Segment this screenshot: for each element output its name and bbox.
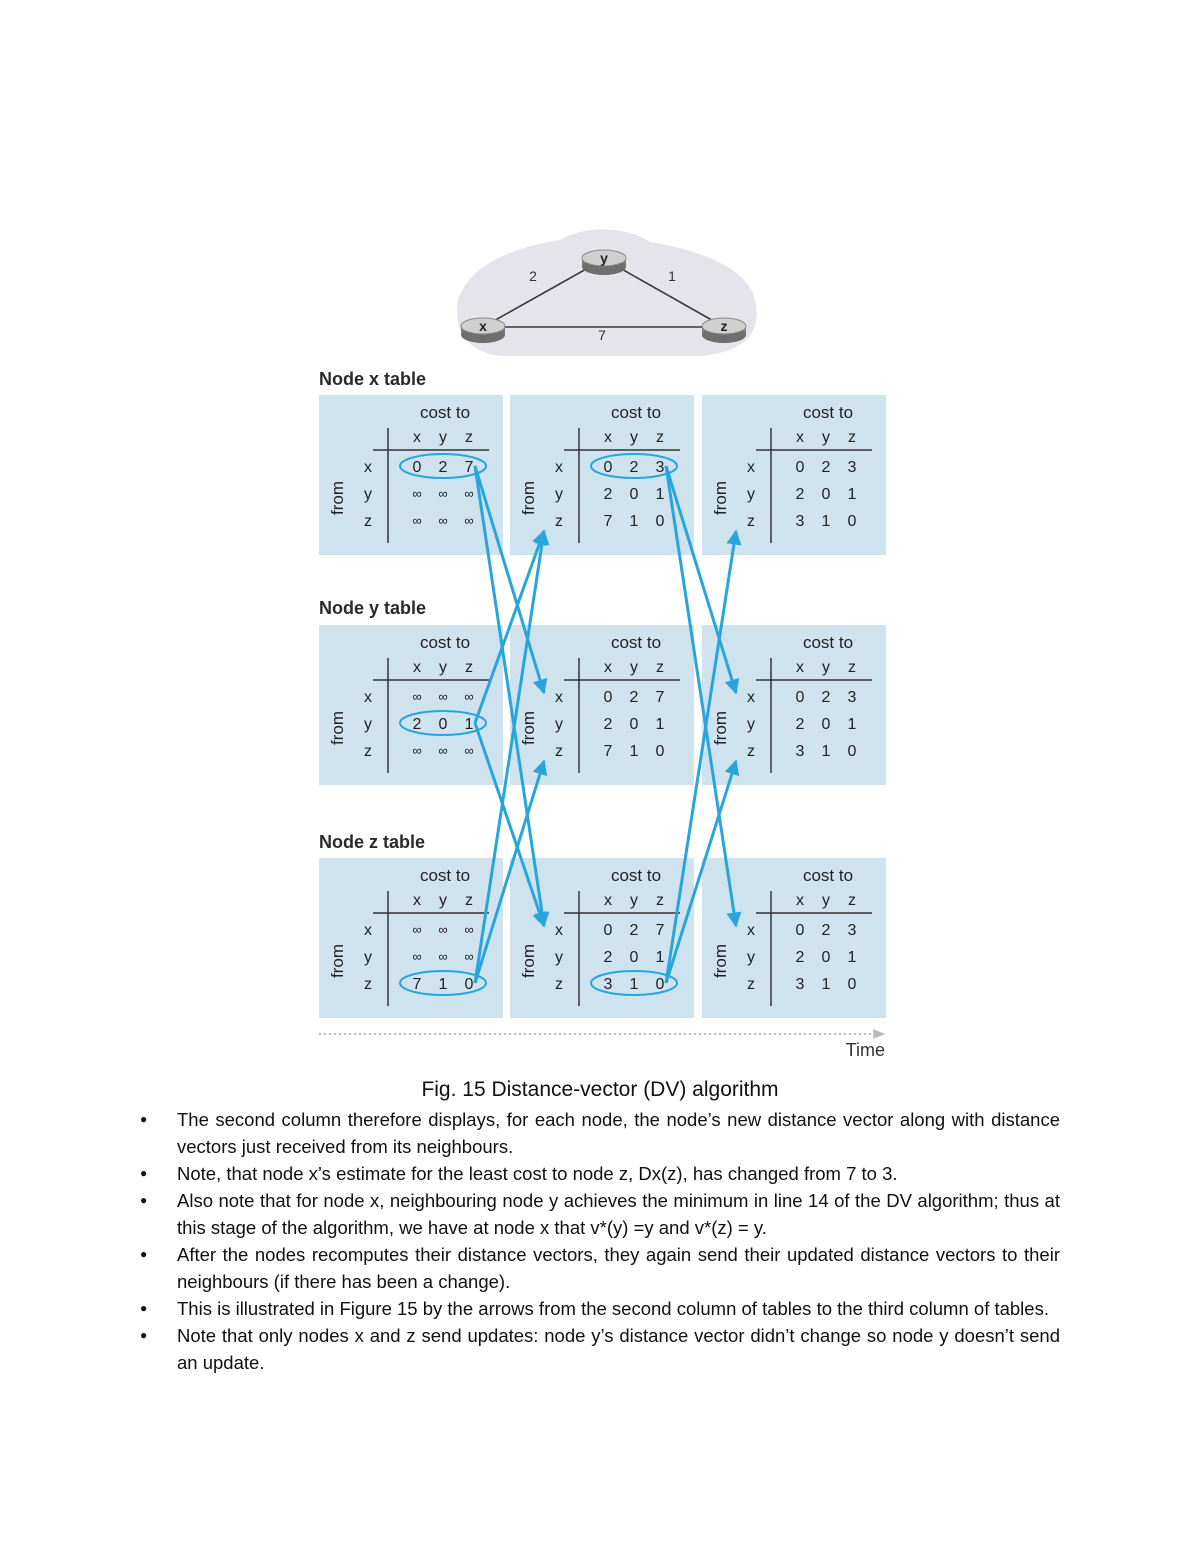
router-y bbox=[582, 250, 626, 275]
router-label: y bbox=[600, 250, 608, 266]
row-header: x bbox=[364, 459, 372, 476]
cost-to-label: cost to bbox=[610, 866, 662, 885]
cell-value: 2 bbox=[603, 949, 613, 966]
row-header: z bbox=[747, 513, 755, 530]
cell-value: 2 bbox=[821, 922, 831, 939]
col-header: x bbox=[796, 892, 804, 909]
cell-value: ∞ bbox=[464, 743, 474, 758]
cell-value: ∞ bbox=[438, 513, 448, 528]
dv-table bbox=[702, 395, 886, 555]
cell-value: 2 bbox=[629, 689, 639, 706]
col-header: z bbox=[465, 892, 473, 909]
col-header: y bbox=[439, 659, 447, 676]
col-header: y bbox=[439, 892, 447, 909]
row-header: y bbox=[555, 716, 563, 733]
from-label: from bbox=[328, 711, 347, 745]
row-header: y bbox=[364, 486, 372, 503]
col-header: y bbox=[630, 429, 638, 446]
table-panel bbox=[702, 395, 886, 555]
link-cost-label: 2 bbox=[529, 268, 537, 284]
from-label: from bbox=[328, 481, 347, 515]
col-header: y bbox=[822, 659, 830, 676]
cell-value: 7 bbox=[464, 459, 474, 476]
cell-value: 0 bbox=[655, 743, 665, 760]
cell-value: 3 bbox=[655, 459, 665, 476]
col-header: x bbox=[604, 659, 612, 676]
bullet-item: ● The second column therefore displays, for each node, the node’s new distance vector along with distance vectors just received from its neighbours. bbox=[140, 1106, 1060, 1160]
cell-value: 0 bbox=[464, 976, 474, 993]
col-header: y bbox=[439, 429, 447, 446]
cell-value: ∞ bbox=[438, 689, 448, 704]
cell-value: ∞ bbox=[412, 743, 422, 758]
bullet-item: ● After the nodes recomputes their distance vectors, they again send their updated distance vectors to their neighbours (if there has been a change). bbox=[140, 1241, 1060, 1295]
from-label: from bbox=[519, 944, 538, 978]
cell-value: 1 bbox=[629, 513, 639, 530]
cell-value: 0 bbox=[821, 486, 831, 503]
cell-value: 2 bbox=[629, 922, 639, 939]
row-header: y bbox=[364, 949, 372, 966]
cell-value: 7 bbox=[603, 743, 613, 760]
cell-value: ∞ bbox=[464, 513, 474, 528]
cost-to-label: cost to bbox=[802, 403, 854, 422]
row-header: z bbox=[364, 513, 372, 530]
cell-value: 1 bbox=[847, 486, 857, 503]
row-header: y bbox=[364, 716, 372, 733]
row-header: x bbox=[747, 922, 755, 939]
cell-value: 2 bbox=[629, 459, 639, 476]
cell-value: ∞ bbox=[464, 922, 474, 937]
bullet-item: ● Note that only nodes x and z send updates: node y’s distance vector didn’t change so node y doesn’t send an update. bbox=[140, 1322, 1060, 1376]
figure-caption: Fig. 15 Distance-vector (DV) algorithm bbox=[421, 1078, 779, 1101]
cell-value: 1 bbox=[847, 716, 857, 733]
col-header: y bbox=[822, 892, 830, 909]
cell-value: 0 bbox=[629, 716, 639, 733]
row-header: x bbox=[364, 922, 372, 939]
row-header: y bbox=[747, 716, 755, 733]
link-cost-label: 1 bbox=[668, 268, 676, 284]
cell-value: 1 bbox=[438, 976, 448, 993]
col-header: z bbox=[848, 659, 856, 676]
row-header: z bbox=[555, 513, 563, 530]
col-header: x bbox=[413, 429, 421, 446]
col-header: z bbox=[465, 659, 473, 676]
cost-to-label: cost to bbox=[419, 403, 471, 422]
cell-value: 7 bbox=[412, 976, 422, 993]
cell-value: ∞ bbox=[438, 922, 448, 937]
cell-value: ∞ bbox=[412, 689, 422, 704]
bullet-item: ● Note, that node x’s estimate for the least cost to node z, Dx(z), has changed from 7 to 3. bbox=[140, 1160, 1060, 1187]
table-panel bbox=[510, 625, 694, 785]
cell-value: 0 bbox=[655, 976, 665, 993]
cell-value: 3 bbox=[847, 689, 857, 706]
cell-value: 3 bbox=[795, 976, 805, 993]
cell-value: 1 bbox=[655, 486, 665, 503]
cell-value: 1 bbox=[629, 976, 639, 993]
dv-table bbox=[702, 625, 886, 785]
row-header: x bbox=[555, 689, 563, 706]
cell-value: 2 bbox=[821, 459, 831, 476]
cell-value: 1 bbox=[655, 716, 665, 733]
router-label: z bbox=[720, 318, 728, 334]
cell-value: 2 bbox=[438, 459, 448, 476]
row-header: z bbox=[747, 976, 755, 993]
router-label: x bbox=[479, 318, 487, 334]
time-label: Time bbox=[845, 1040, 885, 1060]
col-header: z bbox=[848, 429, 856, 446]
col-header: z bbox=[656, 659, 664, 676]
cell-value: 0 bbox=[629, 486, 639, 503]
cell-value: 3 bbox=[847, 459, 857, 476]
cell-value: 3 bbox=[795, 743, 805, 760]
cell-value: 0 bbox=[821, 949, 831, 966]
cell-value: 0 bbox=[655, 513, 665, 530]
col-header: z bbox=[848, 892, 856, 909]
row-header: x bbox=[555, 922, 563, 939]
col-header: x bbox=[604, 429, 612, 446]
cell-value: 7 bbox=[655, 689, 665, 706]
cell-value: 2 bbox=[603, 716, 613, 733]
row-header: x bbox=[747, 689, 755, 706]
cell-value: ∞ bbox=[464, 689, 474, 704]
col-header: x bbox=[796, 659, 804, 676]
cell-value: 0 bbox=[603, 922, 613, 939]
row-header: z bbox=[364, 976, 372, 993]
cell-value: 1 bbox=[821, 513, 831, 530]
row-header: x bbox=[555, 459, 563, 476]
cell-value: 1 bbox=[464, 716, 474, 733]
row-header: z bbox=[747, 743, 755, 760]
from-label: from bbox=[711, 481, 730, 515]
row-header: y bbox=[555, 486, 563, 503]
row-header: z bbox=[555, 743, 563, 760]
from-label: from bbox=[328, 944, 347, 978]
cell-value: 0 bbox=[847, 513, 857, 530]
cell-value: 1 bbox=[629, 743, 639, 760]
cell-value: 0 bbox=[603, 459, 613, 476]
cell-value: ∞ bbox=[438, 743, 448, 758]
cell-value: 0 bbox=[629, 949, 639, 966]
cell-value: 0 bbox=[603, 689, 613, 706]
cell-value: 2 bbox=[795, 949, 805, 966]
cell-value: 0 bbox=[795, 689, 805, 706]
cell-value: 1 bbox=[655, 949, 665, 966]
cell-value: ∞ bbox=[412, 513, 422, 528]
col-header: x bbox=[604, 892, 612, 909]
col-header: x bbox=[413, 659, 421, 676]
tables-grid bbox=[319, 369, 886, 1018]
cost-to-label: cost to bbox=[610, 633, 662, 652]
cell-value: ∞ bbox=[438, 486, 448, 501]
router-x bbox=[461, 318, 505, 343]
cell-value: 1 bbox=[847, 949, 857, 966]
cell-value: ∞ bbox=[412, 922, 422, 937]
col-header: y bbox=[630, 892, 638, 909]
bullet-list bbox=[140, 1106, 1060, 1376]
cell-value: ∞ bbox=[438, 949, 448, 964]
row-header: x bbox=[364, 689, 372, 706]
col-header: z bbox=[465, 429, 473, 446]
network-diagram bbox=[457, 229, 757, 356]
col-header: y bbox=[630, 659, 638, 676]
row-title: Node x table bbox=[319, 369, 427, 389]
cell-value: 2 bbox=[821, 689, 831, 706]
time-axis bbox=[319, 1034, 885, 1060]
col-header: z bbox=[656, 892, 664, 909]
cell-value: 3 bbox=[603, 976, 613, 993]
cell-value: 0 bbox=[795, 922, 805, 939]
cell-value: 7 bbox=[603, 513, 613, 530]
from-label: from bbox=[519, 481, 538, 515]
from-label: from bbox=[519, 711, 538, 745]
cell-value: 0 bbox=[412, 459, 422, 476]
cell-value: 0 bbox=[847, 976, 857, 993]
table-panel bbox=[319, 858, 503, 1018]
row-title: Node y table bbox=[319, 598, 427, 618]
cell-value: 0 bbox=[847, 743, 857, 760]
table-panel bbox=[702, 625, 886, 785]
row-header: z bbox=[364, 743, 372, 760]
cell-value: 0 bbox=[795, 459, 805, 476]
cell-value: 1 bbox=[821, 976, 831, 993]
cell-value: 0 bbox=[438, 716, 448, 733]
row-title: Node z table bbox=[319, 832, 426, 852]
row-header: y bbox=[747, 949, 755, 966]
cell-value: 7 bbox=[655, 922, 665, 939]
router-z bbox=[702, 318, 746, 343]
cell-value: ∞ bbox=[412, 486, 422, 501]
cost-to-label: cost to bbox=[802, 633, 854, 652]
cell-value: 0 bbox=[821, 716, 831, 733]
cost-to-label: cost to bbox=[610, 403, 662, 422]
cell-value: 2 bbox=[795, 486, 805, 503]
cost-to-label: cost to bbox=[419, 866, 471, 885]
row-header: z bbox=[555, 976, 563, 993]
cell-value: ∞ bbox=[464, 949, 474, 964]
col-header: y bbox=[822, 429, 830, 446]
cell-value: 1 bbox=[821, 743, 831, 760]
from-label: from bbox=[711, 711, 730, 745]
table-panel bbox=[319, 625, 503, 785]
from-label: from bbox=[711, 944, 730, 978]
col-header: z bbox=[656, 429, 664, 446]
col-header: x bbox=[796, 429, 804, 446]
bullet-item: ● This is illustrated in Figure 15 by the arrows from the second column of tables to the third column of tables. bbox=[140, 1295, 1060, 1322]
dv-table bbox=[510, 625, 694, 785]
bullet-item: ● Also note that for node x, neighbouring node y achieves the minimum in line 14 of the DV algorithm; thus at this stage of the algorithm, we have at node x that v*(y) =y and v*(z) = y. bbox=[140, 1187, 1060, 1241]
cell-value: 2 bbox=[412, 716, 422, 733]
row-header: x bbox=[747, 459, 755, 476]
cell-value: 2 bbox=[603, 486, 613, 503]
cost-to-label: cost to bbox=[802, 866, 854, 885]
cell-value: 3 bbox=[847, 922, 857, 939]
cell-value: ∞ bbox=[412, 949, 422, 964]
cell-value: 3 bbox=[795, 513, 805, 530]
dv-table bbox=[319, 625, 503, 785]
cell-value: 2 bbox=[795, 716, 805, 733]
row-header: y bbox=[555, 949, 563, 966]
col-header: x bbox=[413, 892, 421, 909]
link-cost-label: 7 bbox=[598, 327, 606, 343]
cell-value: ∞ bbox=[464, 486, 474, 501]
dv-table bbox=[319, 858, 503, 1018]
row-header: y bbox=[747, 486, 755, 503]
cost-to-label: cost to bbox=[419, 633, 471, 652]
